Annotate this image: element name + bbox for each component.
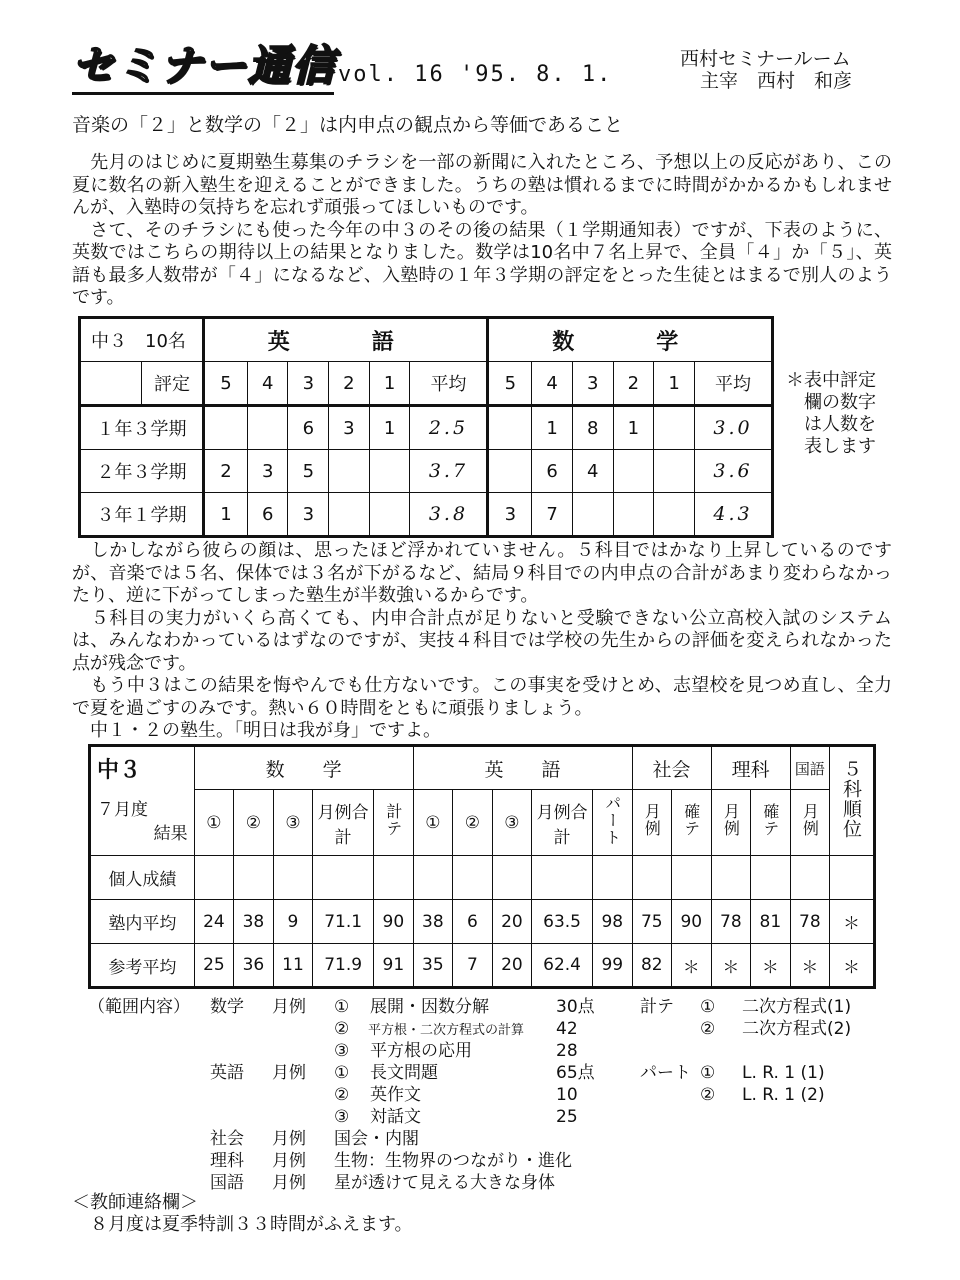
- cell: [273, 856, 313, 900]
- paragraph: しかしながら彼らの顔は、思ったほど浮かれていません。５科目ではかなり上昇しているのですが、音楽では５名、保体では３名が下がるなど、結局９科目での内申点の合計があまり変わらなかったり、逆に下がってしまった塾生が半数強いるからです。: [72, 540, 892, 606]
- range-topic: L. R. 1 (1): [742, 1063, 825, 1083]
- paragraph: もう中３はこの結果を悔やんでも仕方ないです。この事実を受けとめ、志望校を見つめ直し、全力で夏を過ごすのみです。熱い６０時間をともに頑張りましょう。: [72, 675, 892, 719]
- range-monthly-label: 月例: [272, 1129, 306, 1149]
- table-row: [90, 900, 875, 944]
- cell: [654, 450, 695, 493]
- range-topic: 平方根の応用: [370, 1041, 472, 1061]
- rating-label: 評定: [142, 362, 204, 406]
- col-header: 5: [204, 362, 248, 406]
- cell: [613, 450, 654, 493]
- subject-english-header: 英 語: [413, 746, 632, 790]
- logo-underline: [72, 92, 334, 95]
- cell: 11: [273, 944, 313, 988]
- col-header-text: パート: [602, 794, 622, 846]
- col-header-vertical: [632, 790, 672, 856]
- range-topic: 国会・内閣: [334, 1129, 419, 1149]
- range-topic: 対話文: [370, 1107, 421, 1127]
- cell: [369, 450, 410, 493]
- cell: 78: [790, 900, 830, 944]
- cell: [830, 856, 875, 900]
- cell: [194, 856, 234, 900]
- subject-math-header: 数 学: [194, 746, 413, 790]
- paragraph: 中１・２の塾生。「明日は我が身」ですよ。: [72, 720, 441, 741]
- cell: 99: [593, 944, 633, 988]
- cell: 63.5: [532, 900, 593, 944]
- rank-header: [830, 746, 875, 856]
- cell: [204, 406, 248, 450]
- col-header-text: 計テ: [383, 803, 403, 837]
- average-cell: 3.6: [695, 450, 773, 493]
- range-title: （範囲内容）: [88, 997, 190, 1017]
- col-header: ①: [194, 790, 234, 856]
- volume-date: vol. 16 '95. 8. 1.: [338, 62, 613, 87]
- col-header-text: 月例: [721, 803, 741, 837]
- range-monthly-label: 月例: [272, 1173, 306, 1193]
- body-text: [72, 540, 892, 743]
- results-table: [88, 744, 876, 989]
- range-subject-english: 英語: [210, 1063, 244, 1083]
- col-header-text: 確テ: [760, 803, 780, 837]
- range-points: 65点: [556, 1063, 595, 1083]
- cell: 75: [632, 900, 672, 944]
- cell: ＊: [711, 944, 751, 988]
- cell: ＊: [751, 944, 791, 988]
- cell: 91: [374, 944, 414, 988]
- range-points: 10: [556, 1085, 578, 1105]
- range-monthly-label: 月例: [272, 1063, 306, 1083]
- range-points: 25: [556, 1107, 578, 1127]
- cell: 3: [329, 406, 370, 450]
- col-header: 3: [288, 362, 329, 406]
- cell: 36: [234, 944, 274, 988]
- cell: 3: [247, 450, 288, 493]
- col-header: 平均: [695, 362, 773, 406]
- cell: 7: [532, 493, 573, 537]
- row-label: 塾内平均: [90, 900, 195, 944]
- cell: [369, 493, 410, 537]
- cell: [247, 406, 288, 450]
- col-header: 4: [247, 362, 288, 406]
- average-cell: 4.3: [695, 493, 773, 537]
- cell: 1: [204, 493, 248, 537]
- range-subject: 国語: [210, 1173, 244, 1193]
- range-circle-number: ②: [334, 1019, 350, 1039]
- range-circle-number: ①: [700, 997, 716, 1017]
- col-header-text: 確テ: [681, 803, 701, 837]
- cell: 38: [234, 900, 274, 944]
- cell: 25: [194, 944, 234, 988]
- col-header: ②: [453, 790, 493, 856]
- range-topic: 長文問題: [370, 1063, 438, 1083]
- cell: [593, 856, 633, 900]
- cell: 82: [632, 944, 672, 988]
- col-header-text: 月例: [642, 803, 662, 837]
- range-circle-number: ②: [334, 1085, 350, 1105]
- range-subject-math: 数学: [210, 997, 244, 1017]
- contact-title: ＜教師連絡欄＞: [72, 1192, 198, 1213]
- cell: 3: [488, 493, 532, 537]
- col-header: ②: [234, 790, 274, 856]
- article-headline: 音楽の「２」と数学の「２」は内申点の観点から等価であること: [72, 114, 624, 136]
- range-circle-number: ③: [334, 1107, 350, 1127]
- col-header: 5: [488, 362, 532, 406]
- row-label: 個人成績: [90, 856, 195, 900]
- cell: 9: [273, 900, 313, 944]
- cell: 71.9: [313, 944, 374, 988]
- col-header: 1: [369, 362, 410, 406]
- subject-math-header: 数 学: [488, 318, 773, 362]
- cell: [313, 856, 374, 900]
- cell: [234, 856, 274, 900]
- cell: 24: [194, 900, 234, 944]
- range-subject: 理科: [210, 1151, 244, 1171]
- col-header: 2: [329, 362, 370, 406]
- cell: 5: [288, 450, 329, 493]
- col-header-vertical: [593, 790, 633, 856]
- range-circle-number: ③: [334, 1041, 350, 1061]
- range-topic: 二次方程式(2): [742, 1019, 852, 1039]
- range-subject: 社会: [210, 1129, 244, 1149]
- range-circle-number: ①: [334, 997, 350, 1017]
- average-cell: 3.0: [695, 406, 773, 450]
- cell: [492, 856, 532, 900]
- range-points: 28: [556, 1041, 578, 1061]
- cell: 38: [413, 900, 453, 944]
- result-label: [90, 790, 195, 856]
- cell: 6: [453, 900, 493, 944]
- cell: ＊: [672, 944, 712, 988]
- contact-text: ８月度は夏季特訓３３時間がふえます。: [90, 1214, 413, 1235]
- grades-table: [78, 316, 774, 538]
- cell: 1: [532, 406, 573, 450]
- blank-cell: [80, 362, 142, 406]
- range-points: 42: [556, 1019, 578, 1039]
- table-row: [80, 406, 773, 450]
- cell: 90: [374, 900, 414, 944]
- col-header: 月例合計: [313, 790, 374, 856]
- cell: 8: [572, 406, 613, 450]
- col-header: ①: [413, 790, 453, 856]
- cell: 1: [613, 406, 654, 450]
- table-row: [90, 944, 875, 988]
- range-circle-number: ①: [334, 1063, 350, 1083]
- cell: [751, 856, 791, 900]
- subject-social-header: 社会: [632, 746, 711, 790]
- cell: ＊: [830, 944, 875, 988]
- rank-label: ５科順位: [840, 758, 863, 839]
- range-circle-number: ②: [700, 1085, 716, 1105]
- cell: 20: [492, 944, 532, 988]
- cell: ＊: [830, 900, 875, 944]
- cell: [672, 856, 712, 900]
- col-header-vertical: [711, 790, 751, 856]
- col-header: 3: [572, 362, 613, 406]
- intro-text: [72, 152, 892, 310]
- row-label: ３年１学期: [80, 493, 204, 537]
- cell: [488, 406, 532, 450]
- note-line: 表します: [804, 436, 876, 457]
- col-header-vertical: [751, 790, 791, 856]
- range-topic: 星が透けて見える大きな身体: [334, 1173, 555, 1193]
- range-circle-number: ①: [700, 1063, 716, 1083]
- cell: [632, 856, 672, 900]
- cell: 1: [369, 406, 410, 450]
- note-line: は人数を: [804, 414, 876, 435]
- cell: 81: [751, 900, 791, 944]
- paragraph: 先月のはじめに夏期塾生募集のチラシを一部の新聞に入れたところ、予想以上の反応があり、この夏に数名の新入塾生を迎えることができました。うちの塾は慣れるまでに時間がかかるかもしれませんが、入塾時の気持ちを忘れず頑張ってほしいものです。: [72, 152, 892, 218]
- col-header-text: 月例: [800, 803, 820, 837]
- cell: 78: [711, 900, 751, 944]
- cell: 20: [492, 900, 532, 944]
- table-corner: 中３: [90, 746, 195, 790]
- table-row: [80, 493, 773, 537]
- range-topic: 展開・因数分解: [370, 997, 489, 1017]
- range-topic: L. R. 1 (2): [742, 1085, 825, 1105]
- cell: 6: [247, 493, 288, 537]
- average-cell: 3.8: [410, 493, 488, 537]
- average-cell: 2.5: [410, 406, 488, 450]
- range-points: 30点: [556, 997, 595, 1017]
- paragraph: ５科目の実力がいくら高くても、内申合計点が足りないと受験できない公立高校入試のシステムは、みんなわかっているはずなのですが、実技４科目では学校の先生からの評価を変えられなかった点が残念です。: [72, 607, 892, 674]
- col-header: 2: [613, 362, 654, 406]
- cell: ＊: [790, 944, 830, 988]
- col-header: ③: [273, 790, 313, 856]
- range-monthly-label: 月例: [272, 1151, 306, 1171]
- range-topic: 英作文: [370, 1085, 421, 1105]
- range-topic: 平方根・二次方程式の計算: [368, 1023, 525, 1038]
- col-header: 月例合計: [532, 790, 593, 856]
- organization-head: 主宰 西村 和彦: [700, 70, 853, 92]
- cell: 4: [572, 450, 613, 493]
- cell: [413, 856, 453, 900]
- organization-name: 西村セミナールーム: [680, 48, 851, 70]
- cell: [453, 856, 493, 900]
- row-label: １年３学期: [80, 406, 204, 450]
- table-row: [80, 450, 773, 493]
- subject-japanese-header: 国語: [790, 746, 830, 790]
- subject-science-header: 理科: [711, 746, 790, 790]
- cell: [654, 493, 695, 537]
- result-label-text: 結果: [153, 824, 188, 845]
- table-row: [90, 856, 875, 900]
- cell: [790, 856, 830, 900]
- range-topic: 生物：生物界のつながり・進化: [334, 1151, 572, 1171]
- cell: [532, 856, 593, 900]
- note-line: ＊表中評定: [786, 370, 876, 391]
- cell: 35: [413, 944, 453, 988]
- col-header: ③: [492, 790, 532, 856]
- col-header: 4: [532, 362, 573, 406]
- cell: 62.4: [532, 944, 593, 988]
- cell: 90: [672, 900, 712, 944]
- cell: 3: [288, 493, 329, 537]
- cell: [329, 450, 370, 493]
- range-topic: 二次方程式(1): [742, 997, 852, 1017]
- cell: [488, 450, 532, 493]
- cell: [572, 493, 613, 537]
- table-corner: 中３ 10名: [80, 318, 204, 362]
- col-header: 平均: [410, 362, 488, 406]
- cell: [329, 493, 370, 537]
- cell: 71.1: [313, 900, 374, 944]
- paragraph: さて、そのチラシにも使った今年の中３のその後の結果（１学期通知表）ですが、下表のように、英数ではこちらの期待以上の結果となりました。数学は10名中７名上昇で、全員「４」か「５」、英語も最多人数帯が「４」になるなど、入塾時の１年３学期の評定をとった生徒とはまるで別人のようです。: [72, 219, 892, 308]
- range-test-label: 計テ: [640, 997, 674, 1017]
- cell: 98: [593, 900, 633, 944]
- cell: 6: [288, 406, 329, 450]
- cell: 6: [532, 450, 573, 493]
- cell: [654, 406, 695, 450]
- result-label-month: ７月度: [97, 800, 148, 821]
- col-header: 1: [654, 362, 695, 406]
- cell: 2: [204, 450, 248, 493]
- cell: [374, 856, 414, 900]
- note-line: 欄の数字: [804, 392, 876, 413]
- range-monthly-label: 月例: [272, 997, 306, 1017]
- cell: 7: [453, 944, 493, 988]
- table-note: [786, 370, 876, 458]
- col-header-vertical: [374, 790, 414, 856]
- average-cell: 3.7: [410, 450, 488, 493]
- newsletter-logo: セミナー通信: [72, 41, 337, 90]
- row-label: ２年３学期: [80, 450, 204, 493]
- col-header-vertical: [672, 790, 712, 856]
- col-header-vertical: [790, 790, 830, 856]
- range-circle-number: ②: [700, 1019, 716, 1039]
- subject-english-header: 英 語: [204, 318, 488, 362]
- cell: [613, 493, 654, 537]
- cell: [711, 856, 751, 900]
- range-part-label: パート: [640, 1063, 691, 1083]
- row-label: 参考平均: [90, 944, 195, 988]
